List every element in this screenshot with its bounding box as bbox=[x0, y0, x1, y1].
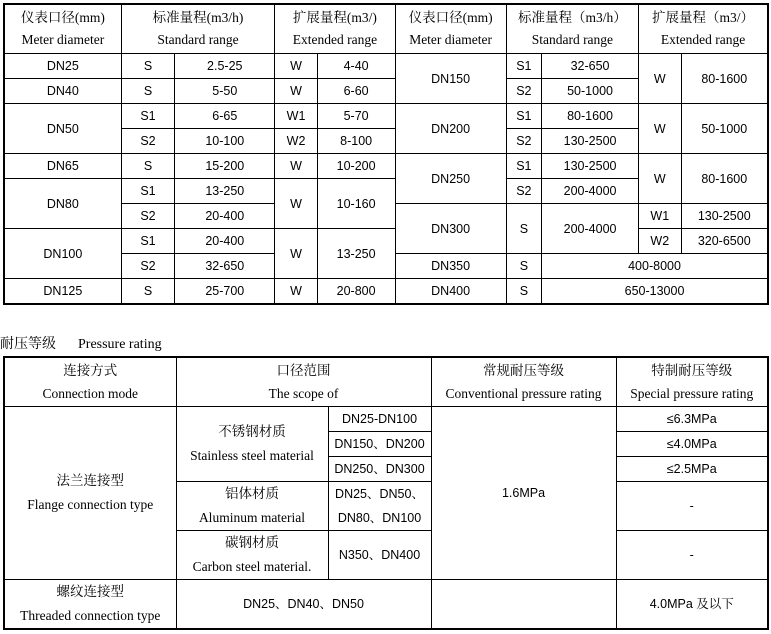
diameter-cell: DN350 bbox=[395, 254, 506, 279]
header-diameter: 仪表口径(mm) Meter diameter bbox=[4, 4, 121, 54]
header-extended-range-2: 扩展量程（m3/） Extended range bbox=[639, 4, 768, 54]
range-cell: 8-100 bbox=[317, 129, 395, 154]
code-cell: W bbox=[275, 229, 317, 279]
diameter-cell: DN400 bbox=[395, 279, 506, 305]
code-cell: S1 bbox=[121, 179, 175, 204]
special-rating-cell: ≤4.0MPa bbox=[616, 432, 768, 457]
conventional-rating-empty bbox=[431, 580, 616, 630]
special-rating-cell: - bbox=[616, 531, 768, 580]
range-cell: 20-800 bbox=[317, 279, 395, 305]
code-cell: S1 bbox=[121, 229, 175, 254]
code-cell: S2 bbox=[121, 129, 175, 154]
scope-cell: DN25-DN100 bbox=[328, 407, 431, 432]
code-cell: S bbox=[506, 204, 541, 254]
range-cell: 80-1600 bbox=[681, 154, 768, 204]
code-cell: S2 bbox=[506, 179, 541, 204]
diameter-cell: DN100 bbox=[4, 229, 121, 279]
diameter-cell: DN80 bbox=[4, 179, 121, 229]
header-special: 特制耐压等级 Special pressure rating bbox=[616, 357, 768, 407]
range-cell: 5-50 bbox=[175, 79, 275, 104]
table-row bbox=[4, 154, 768, 179]
scope-cell: DN25、DN40、DN50 bbox=[176, 580, 431, 630]
special-rating-cell: ≤2.5MPa bbox=[616, 457, 768, 482]
diameter-cell: DN50 bbox=[4, 104, 121, 154]
diameter-cell: DN150 bbox=[395, 54, 506, 104]
code-cell: W2 bbox=[639, 229, 681, 254]
range-cell: 2.5-25 bbox=[175, 54, 275, 79]
range-cell: 130-2500 bbox=[681, 204, 768, 229]
code-cell: S2 bbox=[506, 129, 541, 154]
pressure-rating-title bbox=[0, 333, 162, 353]
code-cell: W1 bbox=[639, 204, 681, 229]
carbon-material-cell: 碳钢材质 Carbon steel material. bbox=[176, 531, 328, 580]
table-row bbox=[4, 229, 768, 254]
table-row bbox=[4, 279, 768, 305]
range-cell: 25-700 bbox=[175, 279, 275, 305]
range-cell: 130-2500 bbox=[542, 129, 639, 154]
pressure-table bbox=[3, 356, 769, 630]
stainless-material-cell: 不锈钢材质 Stainless steel material bbox=[176, 407, 328, 482]
code-cell: S2 bbox=[121, 204, 175, 229]
range-cell: 20-400 bbox=[175, 229, 275, 254]
range-cell: 200-4000 bbox=[542, 204, 639, 254]
range-cell: 15-200 bbox=[175, 154, 275, 179]
range-cell: 650-13000 bbox=[542, 279, 768, 305]
code-cell: W bbox=[275, 54, 317, 79]
conventional-rating-cell: 1.6MPa bbox=[431, 407, 616, 580]
code-cell: W bbox=[639, 54, 681, 104]
aluminum-material-cell: 铝体材质 Aluminum material bbox=[176, 482, 328, 531]
code-cell: S1 bbox=[506, 104, 541, 129]
range-cell: 13-250 bbox=[317, 229, 395, 279]
special-rating-cell: - bbox=[616, 482, 768, 531]
scope-cell: DN150、DN200 bbox=[328, 432, 431, 457]
code-cell: S1 bbox=[506, 54, 541, 79]
range-cell: 13-250 bbox=[175, 179, 275, 204]
pressure-title-cn: 耐压等级 bbox=[0, 337, 56, 352]
threaded-connection-cell: 螺纹连接型 Threaded connection type bbox=[4, 580, 176, 630]
code-cell: W bbox=[275, 279, 317, 305]
diameter-cell: DN250 bbox=[395, 154, 506, 204]
range-cell: 400-8000 bbox=[542, 254, 768, 279]
table-row bbox=[4, 104, 768, 129]
table-row bbox=[4, 54, 768, 79]
header-extended-range: 扩展量程(m3/) Extended range bbox=[275, 4, 395, 54]
code-cell: S bbox=[506, 279, 541, 305]
code-cell: S bbox=[121, 279, 175, 305]
range-cell: 10-160 bbox=[317, 179, 395, 229]
range-cell: 32-650 bbox=[175, 254, 275, 279]
range-cell: 6-65 bbox=[175, 104, 275, 129]
code-cell: S1 bbox=[506, 154, 541, 179]
flange-connection-cell: 法兰连接型 Flange connection type bbox=[4, 407, 176, 580]
diameter-cell: DN125 bbox=[4, 279, 121, 305]
diameter-cell: DN200 bbox=[395, 104, 506, 154]
range-cell: 50-1000 bbox=[681, 104, 768, 154]
header-connection-mode: 连接方式 Connection mode bbox=[4, 357, 176, 407]
code-cell: S bbox=[506, 254, 541, 279]
code-cell: W bbox=[639, 104, 681, 154]
code-cell: W bbox=[275, 154, 317, 179]
code-cell: S2 bbox=[121, 254, 175, 279]
range-cell: 200-4000 bbox=[542, 179, 639, 204]
range-cell: 20-400 bbox=[175, 204, 275, 229]
special-rating-cell: 4.0MPa 及以下 bbox=[616, 580, 768, 630]
header-standard-range: 标准量程(m3/h) Standard range bbox=[121, 4, 275, 54]
code-cell: W2 bbox=[275, 129, 317, 154]
range-cell: 4-40 bbox=[317, 54, 395, 79]
diameter-cell: DN40 bbox=[4, 79, 121, 104]
diameter-cell: DN300 bbox=[395, 204, 506, 254]
range-cell: 10-100 bbox=[175, 129, 275, 154]
range-cell: 50-1000 bbox=[542, 79, 639, 104]
code-cell: S bbox=[121, 79, 175, 104]
code-cell: S1 bbox=[121, 104, 175, 129]
special-rating-cell: ≤6.3MPa bbox=[616, 407, 768, 432]
pressure-title-en: Pressure rating bbox=[78, 337, 162, 352]
header-standard-range-2: 标准量程（m3/h） Standard range bbox=[506, 4, 638, 54]
scope-cell: DN250、DN300 bbox=[328, 457, 431, 482]
header-scope: 口径范围 The scope of bbox=[176, 357, 431, 407]
code-cell: W bbox=[275, 179, 317, 229]
range-cell: 10-200 bbox=[317, 154, 395, 179]
code-cell: W bbox=[639, 154, 681, 204]
range-table bbox=[3, 3, 769, 305]
diameter-cell: DN25 bbox=[4, 54, 121, 79]
header-conventional: 常规耐压等级 Conventional pressure rating bbox=[431, 357, 616, 407]
range-cell: 80-1600 bbox=[681, 54, 768, 104]
range-cell: 320-6500 bbox=[681, 229, 768, 254]
range-cell: 6-60 bbox=[317, 79, 395, 104]
range-cell: 80-1600 bbox=[542, 104, 639, 129]
diameter-cell: DN65 bbox=[4, 154, 121, 179]
code-cell: W1 bbox=[275, 104, 317, 129]
range-cell: 32-650 bbox=[542, 54, 639, 79]
code-cell: W bbox=[275, 79, 317, 104]
header-diameter-2: 仪表口径(mm) Meter diameter bbox=[395, 4, 506, 54]
range-cell: 130-2500 bbox=[542, 154, 639, 179]
range-cell: 5-70 bbox=[317, 104, 395, 129]
code-cell: S2 bbox=[506, 79, 541, 104]
code-cell: S bbox=[121, 154, 175, 179]
scope-cell: N350、DN400 bbox=[328, 531, 431, 580]
scope-cell: DN25、DN50、 DN80、DN100 bbox=[328, 482, 431, 531]
code-cell: S bbox=[121, 54, 175, 79]
